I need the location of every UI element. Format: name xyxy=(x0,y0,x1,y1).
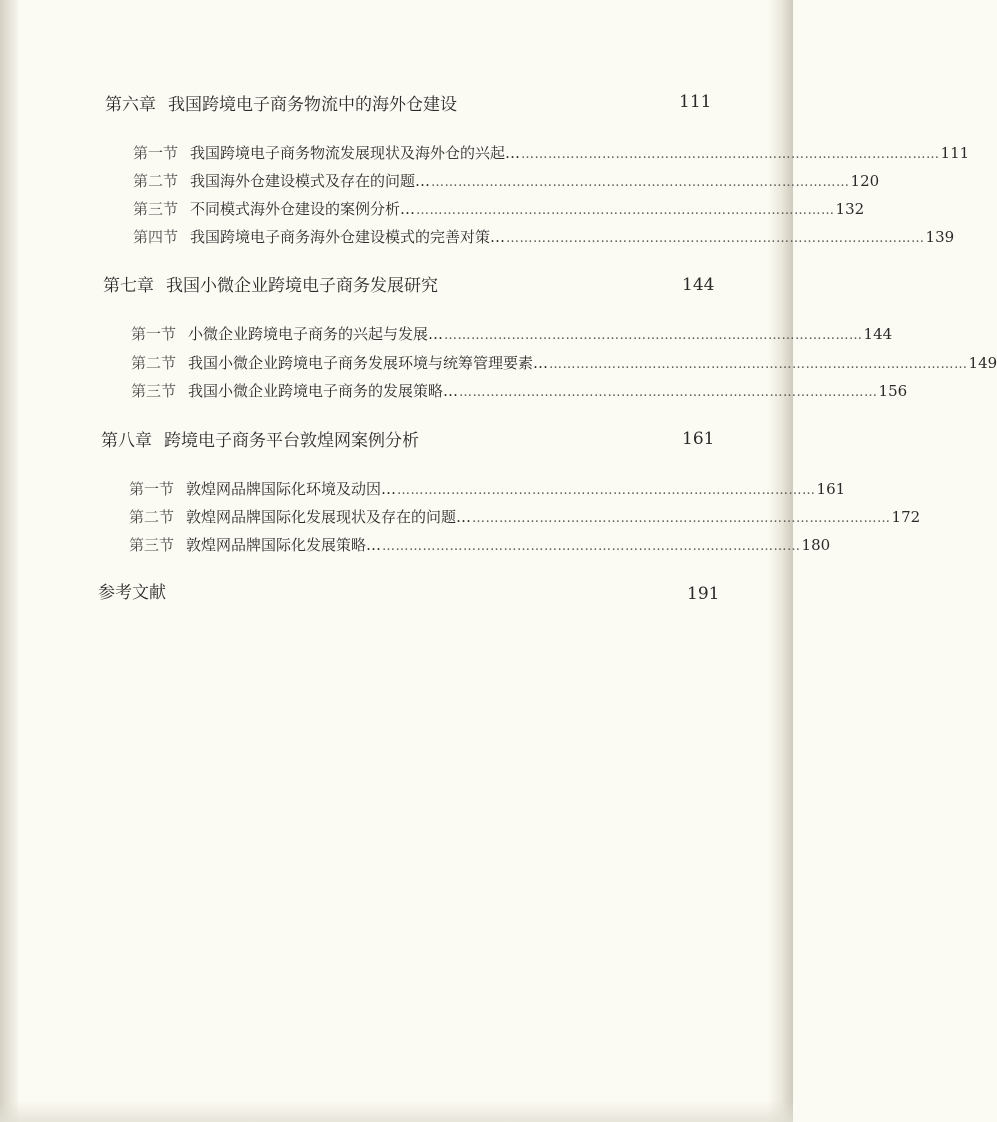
section-label: 第四节 xyxy=(133,228,179,246)
toc-entry[interactable] xyxy=(129,534,831,555)
section-label: 第一节 xyxy=(131,325,177,343)
references-heading[interactable]: 参考文献 xyxy=(98,583,166,603)
section-title: 我国小微企业跨境电子商务发展环境与统筹管理要素… xyxy=(188,354,549,372)
section-page-number: 139 xyxy=(925,228,955,246)
section-page-number: 156 xyxy=(878,382,908,400)
toc-entry[interactable] xyxy=(133,142,970,163)
leader-dots: ………………………………………………………………………………… xyxy=(549,357,968,372)
section-label: 第三节 xyxy=(131,382,177,400)
section-page-number: 111 xyxy=(940,144,970,162)
section-page-number: 161 xyxy=(816,480,846,498)
section-label: 第三节 xyxy=(133,200,179,218)
section-page-number: 180 xyxy=(801,536,831,554)
section-title: 我国海外仓建设模式及存在的问题… xyxy=(190,172,431,190)
section-page-number: 144 xyxy=(863,325,893,343)
section-title: 敦煌网品牌国际化发展策略… xyxy=(186,536,382,554)
references-page-number: 191 xyxy=(687,584,720,604)
chapter-heading xyxy=(103,271,438,296)
leader-dots: ………………………………………………………………………………… xyxy=(416,203,835,218)
section-title: 敦煌网品牌国际化环境及动因… xyxy=(186,480,397,498)
toc-entry[interactable] xyxy=(133,198,865,219)
toc-entry[interactable] xyxy=(133,170,880,191)
chapter-heading xyxy=(105,90,457,115)
section-title: 小微企业跨境电子商务的兴起与发展… xyxy=(188,325,444,343)
section-title: 不同模式海外仓建设的案例分析… xyxy=(190,200,416,218)
chapter-title: 我国跨境电子商务物流中的海外仓建设 xyxy=(168,95,457,115)
section-label: 第二节 xyxy=(133,172,179,190)
toc-entry[interactable] xyxy=(133,226,955,247)
toc-entry[interactable] xyxy=(131,323,893,344)
leader-dots: ………………………………………………………………………………… xyxy=(431,175,850,190)
chapter-page-number: 161 xyxy=(682,429,715,449)
leader-dots: ………………………………………………………………………………… xyxy=(444,328,863,343)
section-page-number: 149 xyxy=(968,354,997,372)
section-title: 我国跨境电子商务海外仓建设模式的完善对策… xyxy=(190,228,506,246)
section-title: 敦煌网品牌国际化发展现状及存在的问题… xyxy=(186,508,472,526)
section-page-number: 132 xyxy=(835,200,865,218)
leader-dots: ………………………………………………………………………………… xyxy=(397,483,816,498)
leader-dots: ………………………………………………………………………………… xyxy=(459,385,878,400)
toc-entry[interactable] xyxy=(129,478,846,499)
chapter-label: 第七章 xyxy=(103,276,154,296)
chapter-page-number: 144 xyxy=(682,275,715,295)
leader-dots: ………………………………………………………………………………… xyxy=(382,539,801,554)
section-label: 第二节 xyxy=(131,354,177,372)
toc-entry[interactable] xyxy=(131,352,997,373)
section-label: 第一节 xyxy=(129,480,175,498)
toc-entry[interactable] xyxy=(129,506,921,527)
chapter-title: 我国小微企业跨境电子商务发展研究 xyxy=(166,276,438,296)
section-page-number: 172 xyxy=(891,508,921,526)
leader-dots: ………………………………………………………………………………… xyxy=(521,147,940,162)
chapter-title: 跨境电子商务平台敦煌网案例分析 xyxy=(164,431,419,451)
section-label: 第三节 xyxy=(129,536,175,554)
section-label: 第二节 xyxy=(129,508,175,526)
section-label: 第一节 xyxy=(133,144,179,162)
leader-dots: ………………………………………………………………………………… xyxy=(506,231,925,246)
section-page-number: 120 xyxy=(850,172,880,190)
toc-entry[interactable] xyxy=(131,380,908,401)
section-title: 我国跨境电子商务物流发展现状及海外仓的兴起… xyxy=(190,144,521,162)
chapter-label: 第八章 xyxy=(101,431,152,451)
leader-dots: ………………………………………………………………………………… xyxy=(472,511,891,526)
chapter-label: 第六章 xyxy=(105,95,156,115)
chapter-page-number: 111 xyxy=(679,92,712,112)
chapter-heading xyxy=(101,426,419,451)
section-title: 我国小微企业跨境电子商务的发展策略… xyxy=(188,382,459,400)
